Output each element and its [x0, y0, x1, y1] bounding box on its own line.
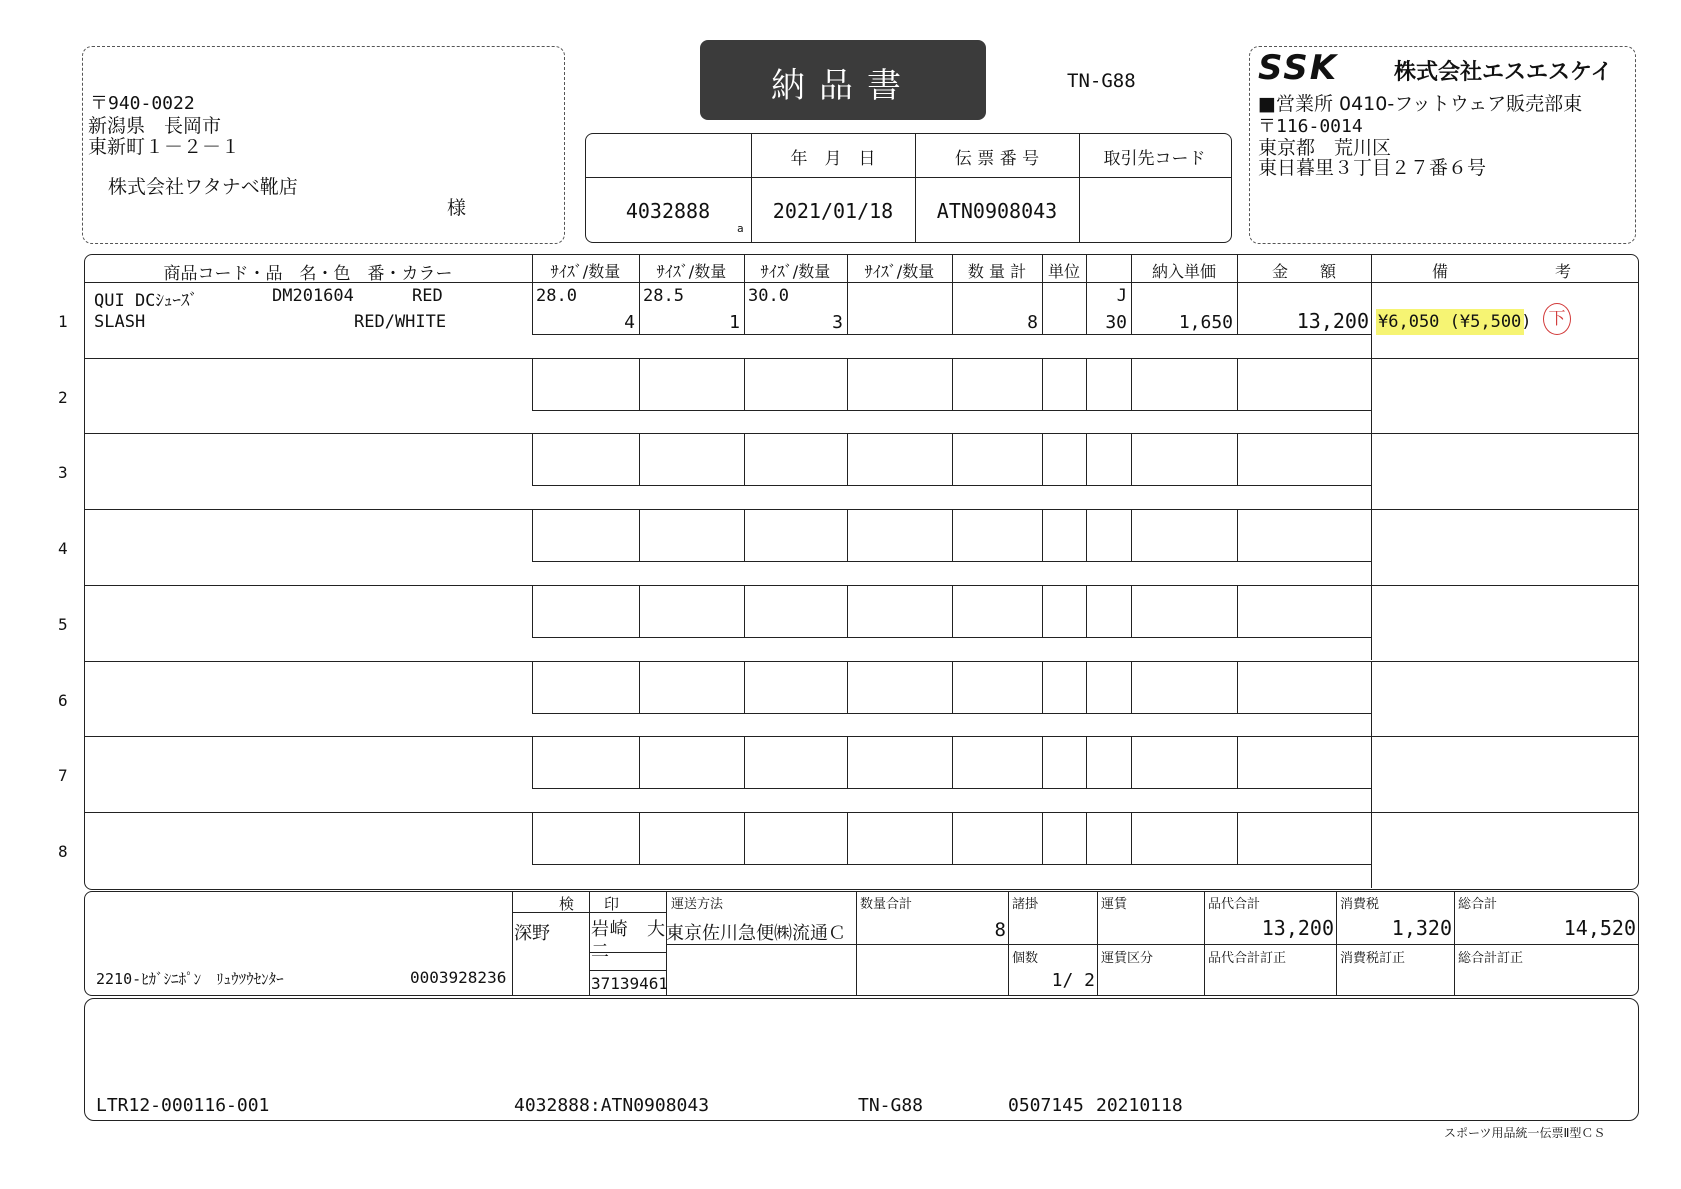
row-col-line: [744, 509, 745, 561]
row-col-line: [1371, 282, 1372, 358]
row-col-line: [639, 358, 640, 410]
row-col-line: [1086, 736, 1087, 788]
form-name: スポーツ用品統一伝票Ⅱ型ＣＳ: [1444, 1126, 1606, 1140]
row-col-line: [1371, 736, 1372, 812]
row-col-line: [532, 509, 533, 561]
page-title: 納品書: [771, 66, 915, 106]
row-col-line: [1371, 433, 1372, 509]
line1-unit-bottom: 30: [1105, 312, 1127, 333]
row-inner-line: [532, 410, 1371, 411]
row-col-line: [847, 585, 848, 637]
row-divider: [84, 661, 1639, 662]
row-inner-line: [532, 864, 1371, 865]
row-col-line: [1131, 358, 1132, 410]
sender-company: 株式会社エスエスケイ: [1394, 60, 1613, 85]
goods-total: 13,200: [1261, 916, 1334, 940]
row-col-line: [532, 433, 533, 485]
ref-2: 4032888:ATN0908043: [514, 1095, 710, 1116]
line1-unit-top: J: [1116, 286, 1127, 306]
transport-value: 東京佐川急便㈱流通Ｃ: [666, 923, 846, 944]
line1-qty3: 3: [832, 312, 843, 333]
row-divider: [84, 358, 1639, 359]
row-col-line: [1042, 358, 1043, 410]
row-col-line: [532, 812, 533, 864]
row-col-line: [532, 736, 533, 788]
row-col-line: [1237, 812, 1238, 864]
tax: 1,320: [1391, 916, 1452, 940]
recipient-address2: 東新町１－２－１: [88, 136, 241, 158]
row-col-line: [1042, 509, 1043, 561]
row-col-line: [1042, 282, 1043, 334]
row-col-line: [744, 585, 745, 637]
goods-total-label: 品代合計: [1208, 897, 1261, 912]
sender-office: ■営業所 0410-フットウェア販売部東: [1258, 93, 1583, 115]
row-divider: [84, 585, 1639, 586]
line1-color: RED: [412, 286, 443, 306]
line1-qty1: 4: [624, 312, 635, 333]
row-inner-line: [532, 485, 1371, 486]
grand-total-label: 総合計: [1458, 897, 1498, 912]
row-col-line: [639, 812, 640, 864]
row-col-line: [1371, 585, 1372, 661]
row-col-line: [1371, 509, 1372, 585]
col-unit: 単位: [1047, 262, 1080, 281]
row-inner-line: [532, 561, 1371, 562]
row-col-line: [1131, 736, 1132, 788]
grand-total: 14,520: [1563, 916, 1636, 940]
line1-name2: SLASH: [94, 312, 146, 332]
customer-mark: a: [737, 222, 744, 235]
row-number: 5: [58, 614, 68, 634]
header-date-label: 年 月 日: [790, 149, 876, 169]
row-col-line: [532, 585, 533, 637]
col-unit-price: 納入単価: [1151, 262, 1216, 281]
row-col-line: [1086, 358, 1087, 410]
line1-remark: ¥6,050 (¥5,500): [1378, 312, 1532, 332]
col-size4: ｻｲｽﾞ/数量: [864, 262, 935, 281]
row-col-line: [1371, 358, 1372, 434]
row-col-line: [1371, 661, 1372, 737]
items-table: [84, 254, 1639, 890]
col-qty-total: 数 量 計: [967, 262, 1027, 281]
row-inner-line: [532, 788, 1371, 789]
line1-size3: 30.0: [748, 286, 789, 306]
line1-amount: 13,200: [1296, 309, 1369, 333]
row-number: 8: [58, 841, 68, 861]
col-amount: 金 額: [1271, 262, 1336, 281]
row-col-line: [952, 433, 953, 485]
row-number: 6: [58, 690, 68, 710]
row-col-line: [1042, 433, 1043, 485]
row-col-line: [847, 358, 848, 410]
sender-address1: 東京都 荒川区: [1258, 137, 1392, 159]
row-col-line: [1131, 661, 1132, 713]
col-remarks-a: 備: [1432, 262, 1449, 281]
row-col-line: [744, 358, 745, 410]
row-col-line: [1042, 585, 1043, 637]
inspector-1: 深野: [514, 923, 550, 944]
inspector-no: 37139461: [591, 974, 669, 993]
logistics-center: 2210-ﾋｶﾞｼﾆﾎﾟﾝ ﾘｭｳﾂｳｾﾝﾀｰ: [96, 970, 284, 988]
ref-5: 20210118: [1096, 1095, 1183, 1116]
row-inner-line: [532, 334, 1371, 335]
row-col-line: [952, 509, 953, 561]
freight-class-label: 運賃区分: [1101, 951, 1154, 966]
line1-model: DM201604: [272, 286, 354, 306]
tax-label: 消費税: [1340, 897, 1380, 912]
row-col-line: [639, 585, 640, 637]
row-col-line: [1237, 736, 1238, 788]
row-col-line: [1237, 661, 1238, 713]
row-col-line: [952, 358, 953, 410]
row-number: 4: [58, 539, 68, 559]
row-col-line: [639, 509, 640, 561]
row-col-line: [1086, 661, 1087, 713]
recipient-honorific: 様: [447, 197, 467, 219]
sender-address2: 東日暮里３丁目２７番６号: [1258, 157, 1487, 179]
row-col-line: [1131, 585, 1132, 637]
row-col-line: [847, 661, 848, 713]
qty-sum-label: 数量合計: [860, 897, 913, 912]
header-slip-label: 伝 票 番 号: [954, 149, 1040, 169]
slip-number: ATN0908043: [936, 199, 1058, 223]
qty-sum: 8: [994, 919, 1006, 941]
row-col-line: [1086, 585, 1087, 637]
sender-postal: 〒116-0014: [1258, 116, 1363, 137]
goods-corr-label: 品代合計訂正: [1208, 951, 1287, 966]
ref-1: LTR12-000116-001: [96, 1095, 270, 1116]
row-divider: [84, 736, 1639, 737]
freight-label: 運賃: [1101, 897, 1128, 912]
customer-number: 4032888: [625, 199, 711, 223]
logistics-center-code: 0003928236: [410, 968, 507, 987]
transport-label: 運送方法: [671, 897, 724, 912]
ref-4: 0507145: [1008, 1095, 1084, 1116]
row-inner-line: [532, 713, 1371, 714]
row-col-line: [1086, 509, 1087, 561]
slip-date: 2021/01/18: [772, 199, 894, 223]
col-size3: ｻｲｽﾞ/数量: [760, 262, 831, 281]
row-col-line: [952, 812, 953, 864]
row-col-line: [1237, 585, 1238, 637]
row-col-line: [1042, 736, 1043, 788]
pieces: 1/ 2: [1051, 970, 1095, 991]
row-col-line: [744, 736, 745, 788]
row-col-line: [952, 661, 953, 713]
row-number: 3: [58, 463, 68, 483]
row-col-line: [1086, 812, 1087, 864]
line1-qty2: 1: [729, 312, 740, 333]
row-col-line: [744, 661, 745, 713]
row-number: 2: [58, 387, 68, 407]
row-col-line: [1086, 433, 1087, 485]
row-col-line: [847, 433, 848, 485]
recipient-name: 株式会社ワタナベ靴店: [108, 176, 298, 198]
row-col-line: [1237, 433, 1238, 485]
inspect-label: 検 印: [558, 895, 619, 913]
col-product: 商品コード・品 名・色 番・カラー: [163, 264, 453, 284]
line1-size1: 28.0: [536, 286, 577, 306]
row-col-line: [1042, 812, 1043, 864]
row-number: 7: [58, 766, 68, 786]
row-col-line: [847, 509, 848, 561]
row-col-line: [1237, 358, 1238, 410]
form-code: TN-G88: [1067, 70, 1136, 92]
row-col-line: [1131, 509, 1132, 561]
row-col-line: [532, 358, 533, 410]
col-size2: ｻｲｽﾞ/数量: [656, 262, 727, 281]
row-col-line: [847, 812, 848, 864]
col-size1: ｻｲｽﾞ/数量: [550, 262, 621, 281]
row-divider: [84, 433, 1639, 434]
line1-remark-stamp: 下: [1543, 303, 1571, 335]
row-inner-line: [532, 637, 1371, 638]
row-number: 1: [58, 312, 68, 331]
line1-qty-total: 8: [1027, 312, 1038, 333]
row-col-line: [1131, 812, 1132, 864]
row-divider: [84, 812, 1639, 813]
pieces-label: 個数: [1012, 951, 1039, 966]
recipient-postal: 〒940-0022: [90, 93, 195, 114]
row-col-line: [847, 282, 848, 334]
row-col-line: [532, 661, 533, 713]
recipient-address1: 新潟県 長岡市: [88, 115, 222, 137]
row-divider: [84, 509, 1639, 510]
line1-code: QUI DCｼｭｰｽﾞ: [94, 291, 198, 311]
row-col-line: [639, 736, 640, 788]
ref-3: TN-G88: [858, 1095, 924, 1116]
row-col-line: [1131, 433, 1132, 485]
row-col-line: [744, 812, 745, 864]
row-col-line: [1042, 661, 1043, 713]
row-col-line: [952, 736, 953, 788]
row-col-line: [1237, 509, 1238, 561]
line1-color2: RED/WHITE: [354, 312, 447, 332]
sender-logo: SSK: [1258, 48, 1339, 88]
row-col-line: [1371, 812, 1372, 888]
row-col-line: [639, 661, 640, 713]
row-col-line: [847, 736, 848, 788]
line1-size2: 28.5: [643, 286, 684, 306]
inspector-2: 岩崎 大二: [591, 919, 665, 962]
tax-corr-label: 消費税訂正: [1340, 951, 1406, 966]
misc-label: 諸掛: [1012, 897, 1039, 912]
grand-corr-label: 総合計訂正: [1458, 951, 1524, 966]
row-col-line: [952, 585, 953, 637]
row-col-line: [639, 433, 640, 485]
row-col-line: [744, 433, 745, 485]
col-remarks-b: 考: [1555, 262, 1572, 281]
line1-unit-price: 1,650: [1178, 312, 1233, 333]
header-partner-label: 取引先コード: [1103, 149, 1206, 169]
